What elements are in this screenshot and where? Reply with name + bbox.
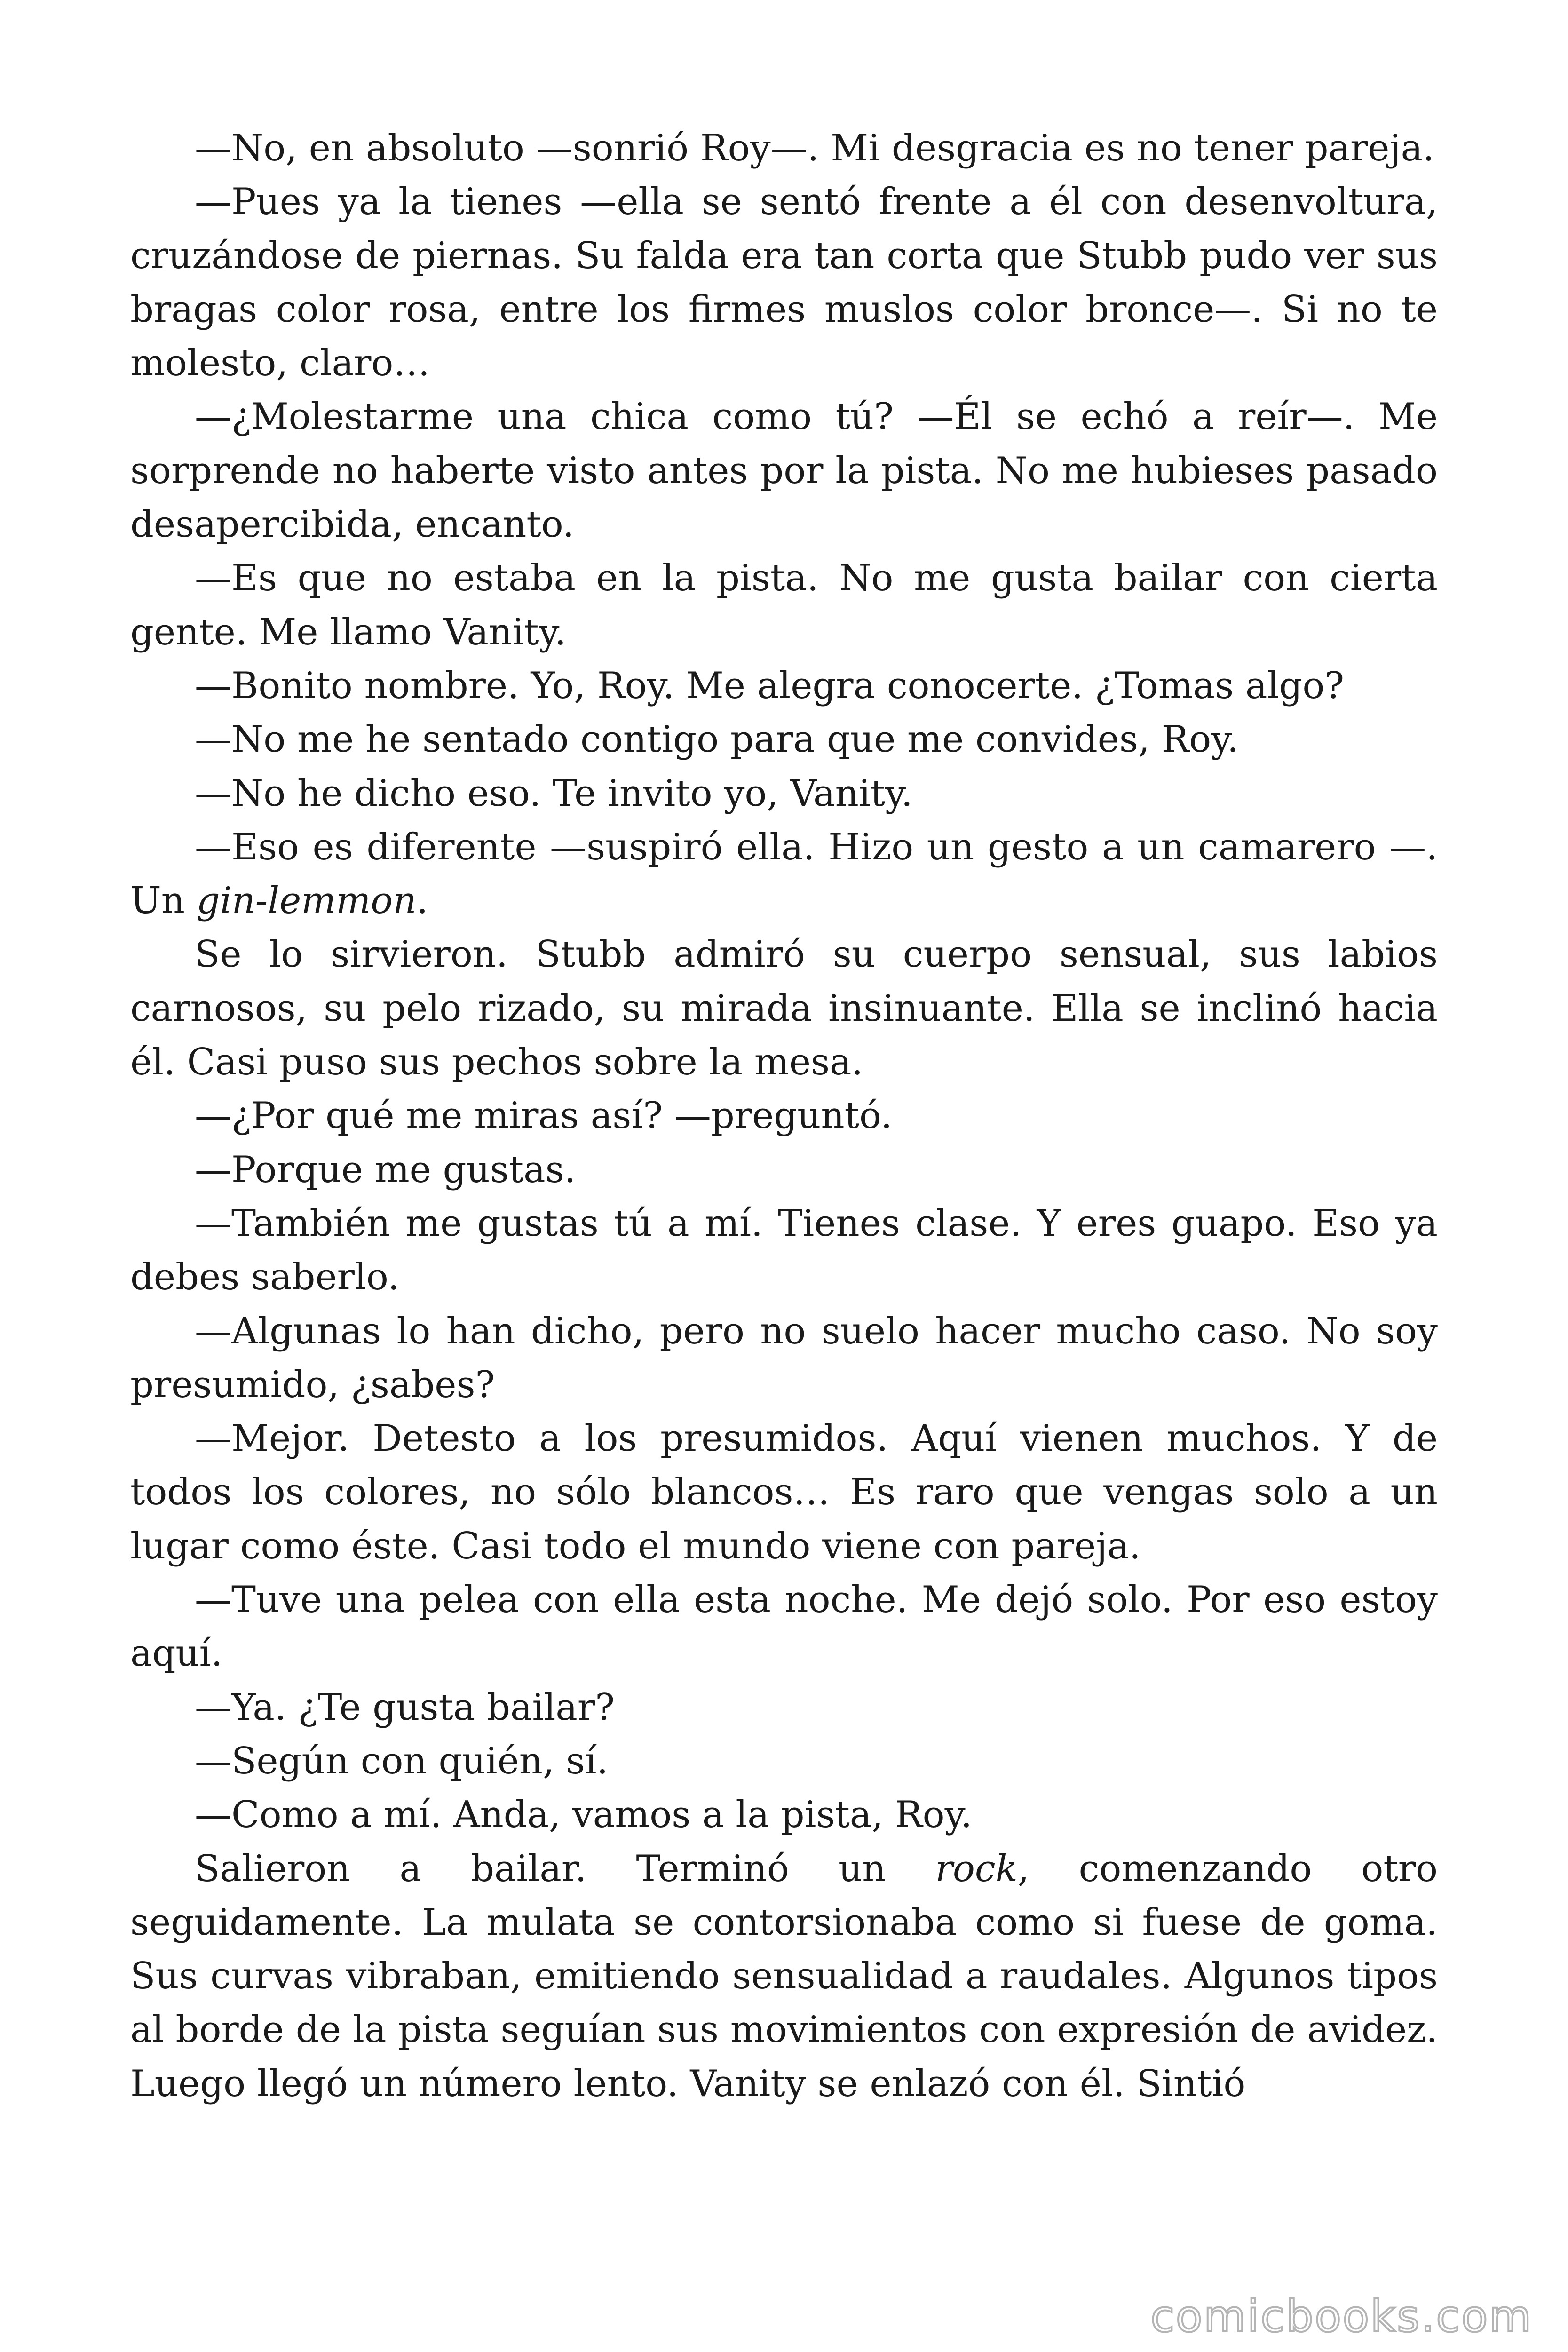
text-run: —Algunas lo han dicho, pero no suelo hacer mucho caso. No soy presumido, ¿sabes? xyxy=(130,1310,1438,1406)
paragraph xyxy=(130,1681,1438,1734)
paragraph xyxy=(130,121,1438,175)
paragraph xyxy=(130,1788,1438,1842)
text-run: —Según con quién, sí. xyxy=(195,1740,609,1782)
text-run: Se lo sirvieron. Stubb admiró su cuerpo sensual, sus labios carnosos, su pelo rizado, su mirada insinuante. Ella se inclinó hacia él. Casi puso sus pechos sobre la mesa. xyxy=(130,933,1438,1084)
paragraph xyxy=(130,390,1438,551)
text-run: . xyxy=(416,880,428,922)
paragraph xyxy=(130,551,1438,659)
text-run: —Porque me gustas. xyxy=(195,1148,576,1191)
paragraph xyxy=(130,1412,1438,1573)
text-run: —Ya. ¿Te gusta bailar? xyxy=(195,1686,615,1729)
book-page-text xyxy=(130,121,1438,2111)
paragraph xyxy=(130,175,1438,390)
text-run: —¿Por qué me miras así? —preguntó. xyxy=(195,1095,893,1137)
paragraph xyxy=(130,659,1438,713)
text-run: —Como a mí. Anda, vamos a la pista, Roy. xyxy=(195,1794,973,1836)
watermark: comicbooks.com xyxy=(1150,2291,1533,2342)
paragraph xyxy=(130,1842,1438,2111)
text-run: —Mejor. Detesto a los presumidos. Aquí vienen muchos. Y de todos los colores, no sólo blancos… Es raro que vengas solo a un lugar como éste. Casi todo el mundo viene con pareja. xyxy=(130,1417,1438,1567)
paragraph xyxy=(130,1089,1438,1143)
text-run: Salieron a bailar. Terminó un xyxy=(195,1847,935,1890)
text-run: —No, en absoluto —sonrió Roy—. Mi desgracia es no tener pareja. xyxy=(195,127,1434,169)
paragraph xyxy=(130,820,1438,928)
text-run: —Pues ya la tienes —ella se sentó frente a él con desenvoltura, cruzándose de piernas. Su falda era tan corta que Stubb pudo ver sus bragas color rosa, entre los firmes muslos color bronce—. Si no te molesto, claro… xyxy=(130,181,1438,385)
paragraph xyxy=(130,1573,1438,1681)
paragraph xyxy=(130,1734,1438,1788)
paragraph xyxy=(130,928,1438,1089)
text-run: —Eso es diferente —suspiró ella. Hizo un gesto a un camarero —. Un xyxy=(130,826,1438,922)
text-run: —No me he sentado contigo para que me convides, Roy. xyxy=(195,718,1239,761)
paragraph xyxy=(130,1143,1438,1197)
italic-text: rock xyxy=(935,1847,1018,1890)
text-run: —¿Molestarme una chica como tú? —Él se echó a reír—. Me sorprende no haberte visto antes por la pista. No me hubieses pasado desapercibida, encanto. xyxy=(130,396,1438,546)
paragraph xyxy=(130,1197,1438,1304)
paragraph xyxy=(130,767,1438,820)
paragraph xyxy=(130,713,1438,766)
text-run: —Tuve una pelea con ella esta noche. Me dejó solo. Por eso estoy aquí. xyxy=(130,1579,1438,1675)
text-run: , comenzando otro seguidamente. La mulata se contorsionaba como si fuese de goma. Sus curvas vibraban, emitiendo sensualidad a raudales. Algunos tipos al borde de la pista seguían sus movimientos con expresión de avidez. Luego llegó un número lento. Vanity se enlazó con él. Sintió xyxy=(130,1847,1438,2105)
text-run: —Bonito nombre. Yo, Roy. Me alegra conocerte. ¿Tomas algo? xyxy=(195,664,1345,707)
italic-text: gin-lemmon xyxy=(196,880,417,922)
text-run: —También me gustas tú a mí. Tienes clase. Y eres guapo. Eso ya debes saberlo. xyxy=(130,1202,1438,1299)
text-run: —Es que no estaba en la pista. No me gusta bailar con cierta gente. Me llamo Vanity. xyxy=(130,557,1438,653)
text-run: —No he dicho eso. Te invito yo, Vanity. xyxy=(195,772,913,815)
paragraph xyxy=(130,1304,1438,1412)
